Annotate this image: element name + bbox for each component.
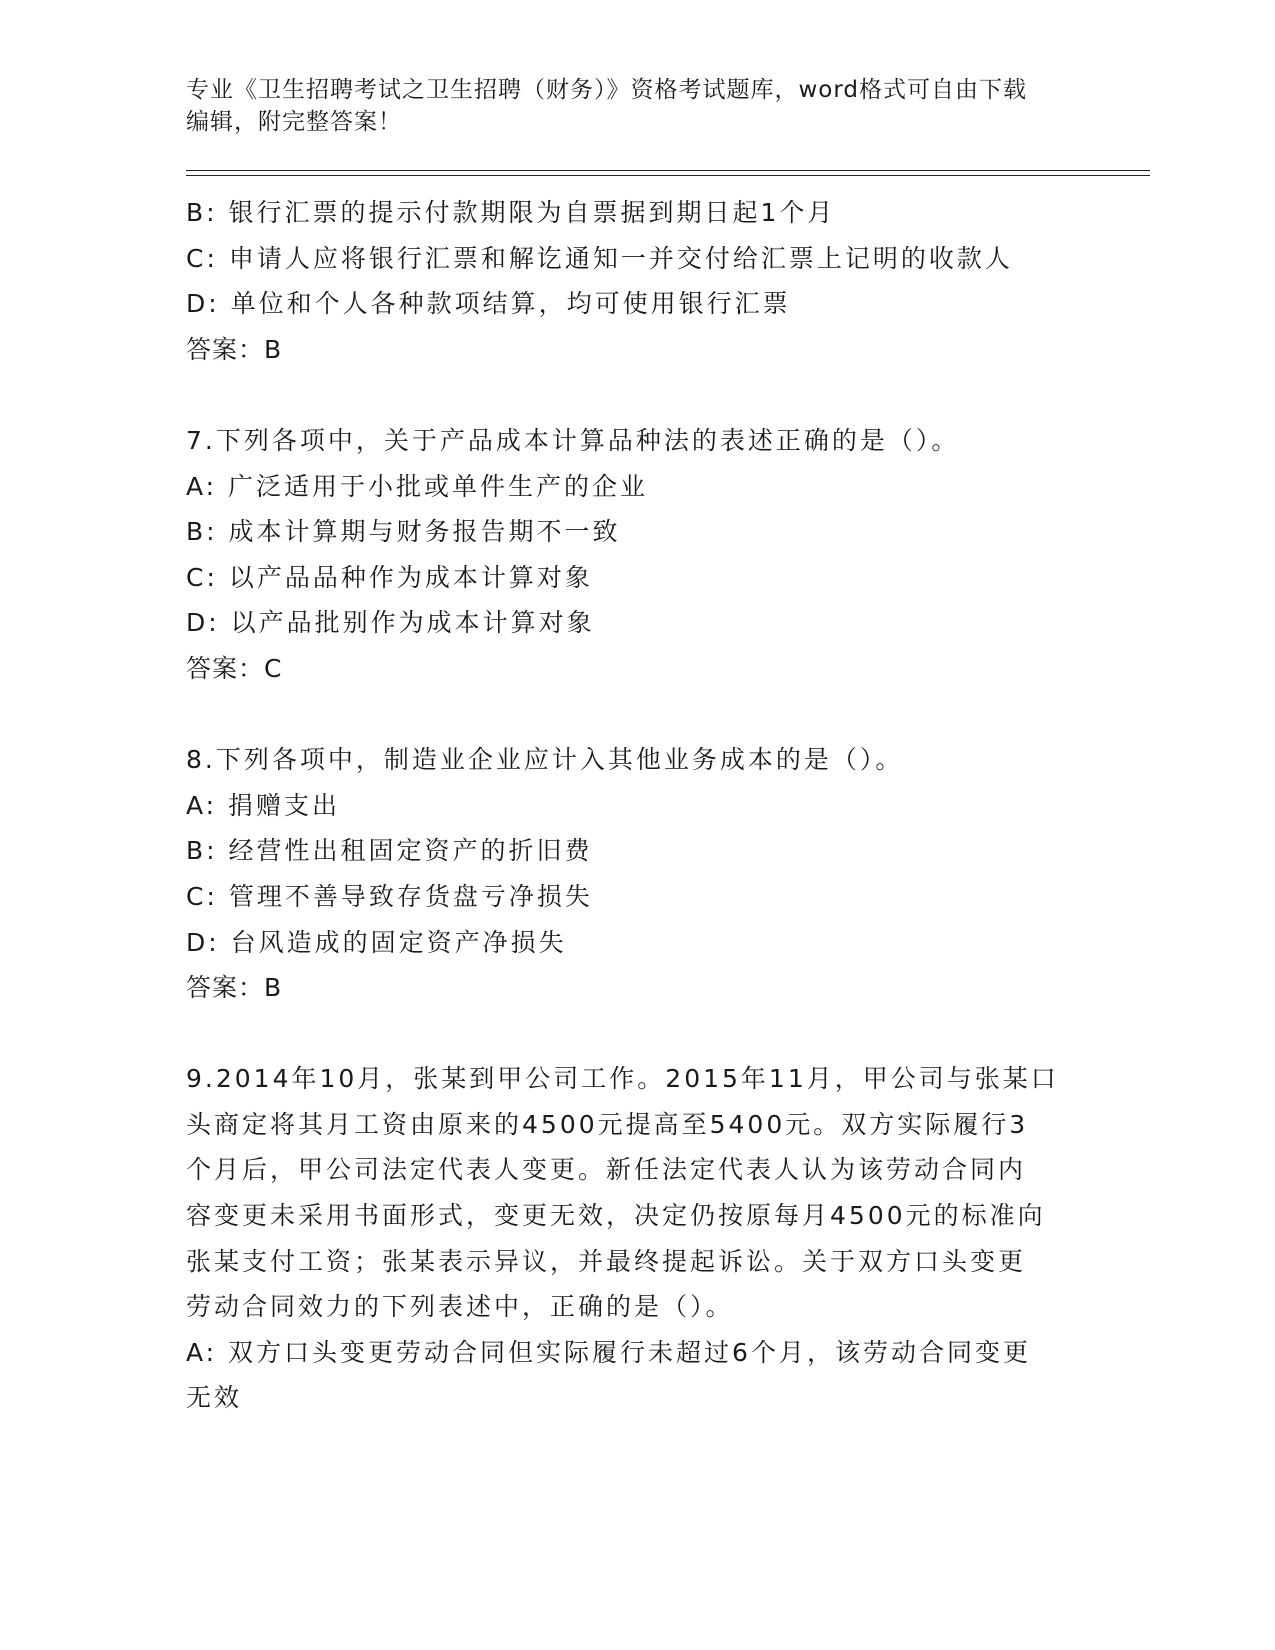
question-6-answer: 答案：B	[186, 334, 283, 364]
spacer	[186, 1011, 1076, 1057]
question-9-block	[186, 1056, 1076, 1421]
question-6-option-b: B: 银行汇票的提示付款期限为自票据到期日起1个月	[186, 198, 836, 227]
question-9-stem-line: 头商定将其月工资由原来的4500元提高至5400元。双方实际履行3	[186, 1109, 1029, 1139]
question-8-answer: 答案：B	[186, 973, 283, 1003]
question-8-option-d: D: 台风造成的固定资产净损失	[186, 927, 567, 957]
question-9-stem-line: 容变更未采用书面形式，变更无效，决定仍按原每月4500元的标准向	[186, 1201, 1046, 1231]
question-content	[186, 190, 1076, 1421]
question-8-option-a: A: 捐赠支出	[186, 790, 341, 820]
question-7-option-d: D: 以产品批别作为成本计算对象	[186, 608, 595, 638]
question-9-option-a-line: 无效	[186, 1383, 243, 1413]
question-7-answer: 答案：C	[186, 653, 283, 683]
question-8-option-b: B: 经营性出租固定资产的折旧费	[186, 836, 593, 866]
header-line-2: 编辑，附完整答案！	[186, 109, 402, 135]
question-9-option-a-line: A: 双方口头变更劳动合同但实际履行未超过6个月，该劳动合同变更	[186, 1337, 1031, 1367]
question-7-option-c: C: 以产品品种作为成本计算对象	[186, 562, 593, 592]
question-6-option-c: C: 申请人应将银行汇票和解讫通知一并交付给汇票上记明的收款人	[186, 243, 1013, 273]
question-9-stem-line: 9.2014年10月，张某到甲公司工作。2015年11月，甲公司与张某口	[186, 1064, 1059, 1094]
question-7-stem: 7.下列各项中，关于产品成本计算品种法的表述正确的是（）。	[186, 425, 960, 455]
header-divider-upper	[186, 170, 1150, 171]
question-9-stem-line: 劳动合同效力的下列表述中，正确的是（）。	[186, 1292, 734, 1322]
spacer	[186, 692, 1076, 738]
spacer	[186, 372, 1076, 418]
question-9-stem-line: 张某支付工资；张某表示异议，并最终提起诉讼。关于双方口头变更	[186, 1246, 1027, 1276]
question-8-stem: 8.下列各项中，制造业企业应计入其他业务成本的是（）。	[186, 745, 904, 775]
document-header	[186, 74, 1066, 138]
question-6-option-d: D: 单位和个人各种款项结算，均可使用银行汇票	[186, 289, 791, 319]
question-8-block	[186, 737, 1076, 1011]
question-8-option-c: C: 管理不善导致存货盘亏净损失	[186, 881, 593, 911]
question-9-stem-line: 个月后，甲公司法定代表人变更。新任法定代表人认为该劳动合同内	[186, 1155, 1027, 1185]
question-6-block	[186, 190, 1076, 372]
question-7-block	[186, 418, 1076, 692]
header-divider-lower	[186, 175, 1150, 176]
header-line-1: 专业《卫生招聘考试之卫生招聘（财务）》资格考试题库，word格式可自由下载	[186, 77, 1028, 103]
question-7-option-a: A: 广泛适用于小批或单件生产的企业	[186, 471, 649, 501]
question-7-option-b: B: 成本计算期与财务报告期不一致	[186, 517, 621, 547]
